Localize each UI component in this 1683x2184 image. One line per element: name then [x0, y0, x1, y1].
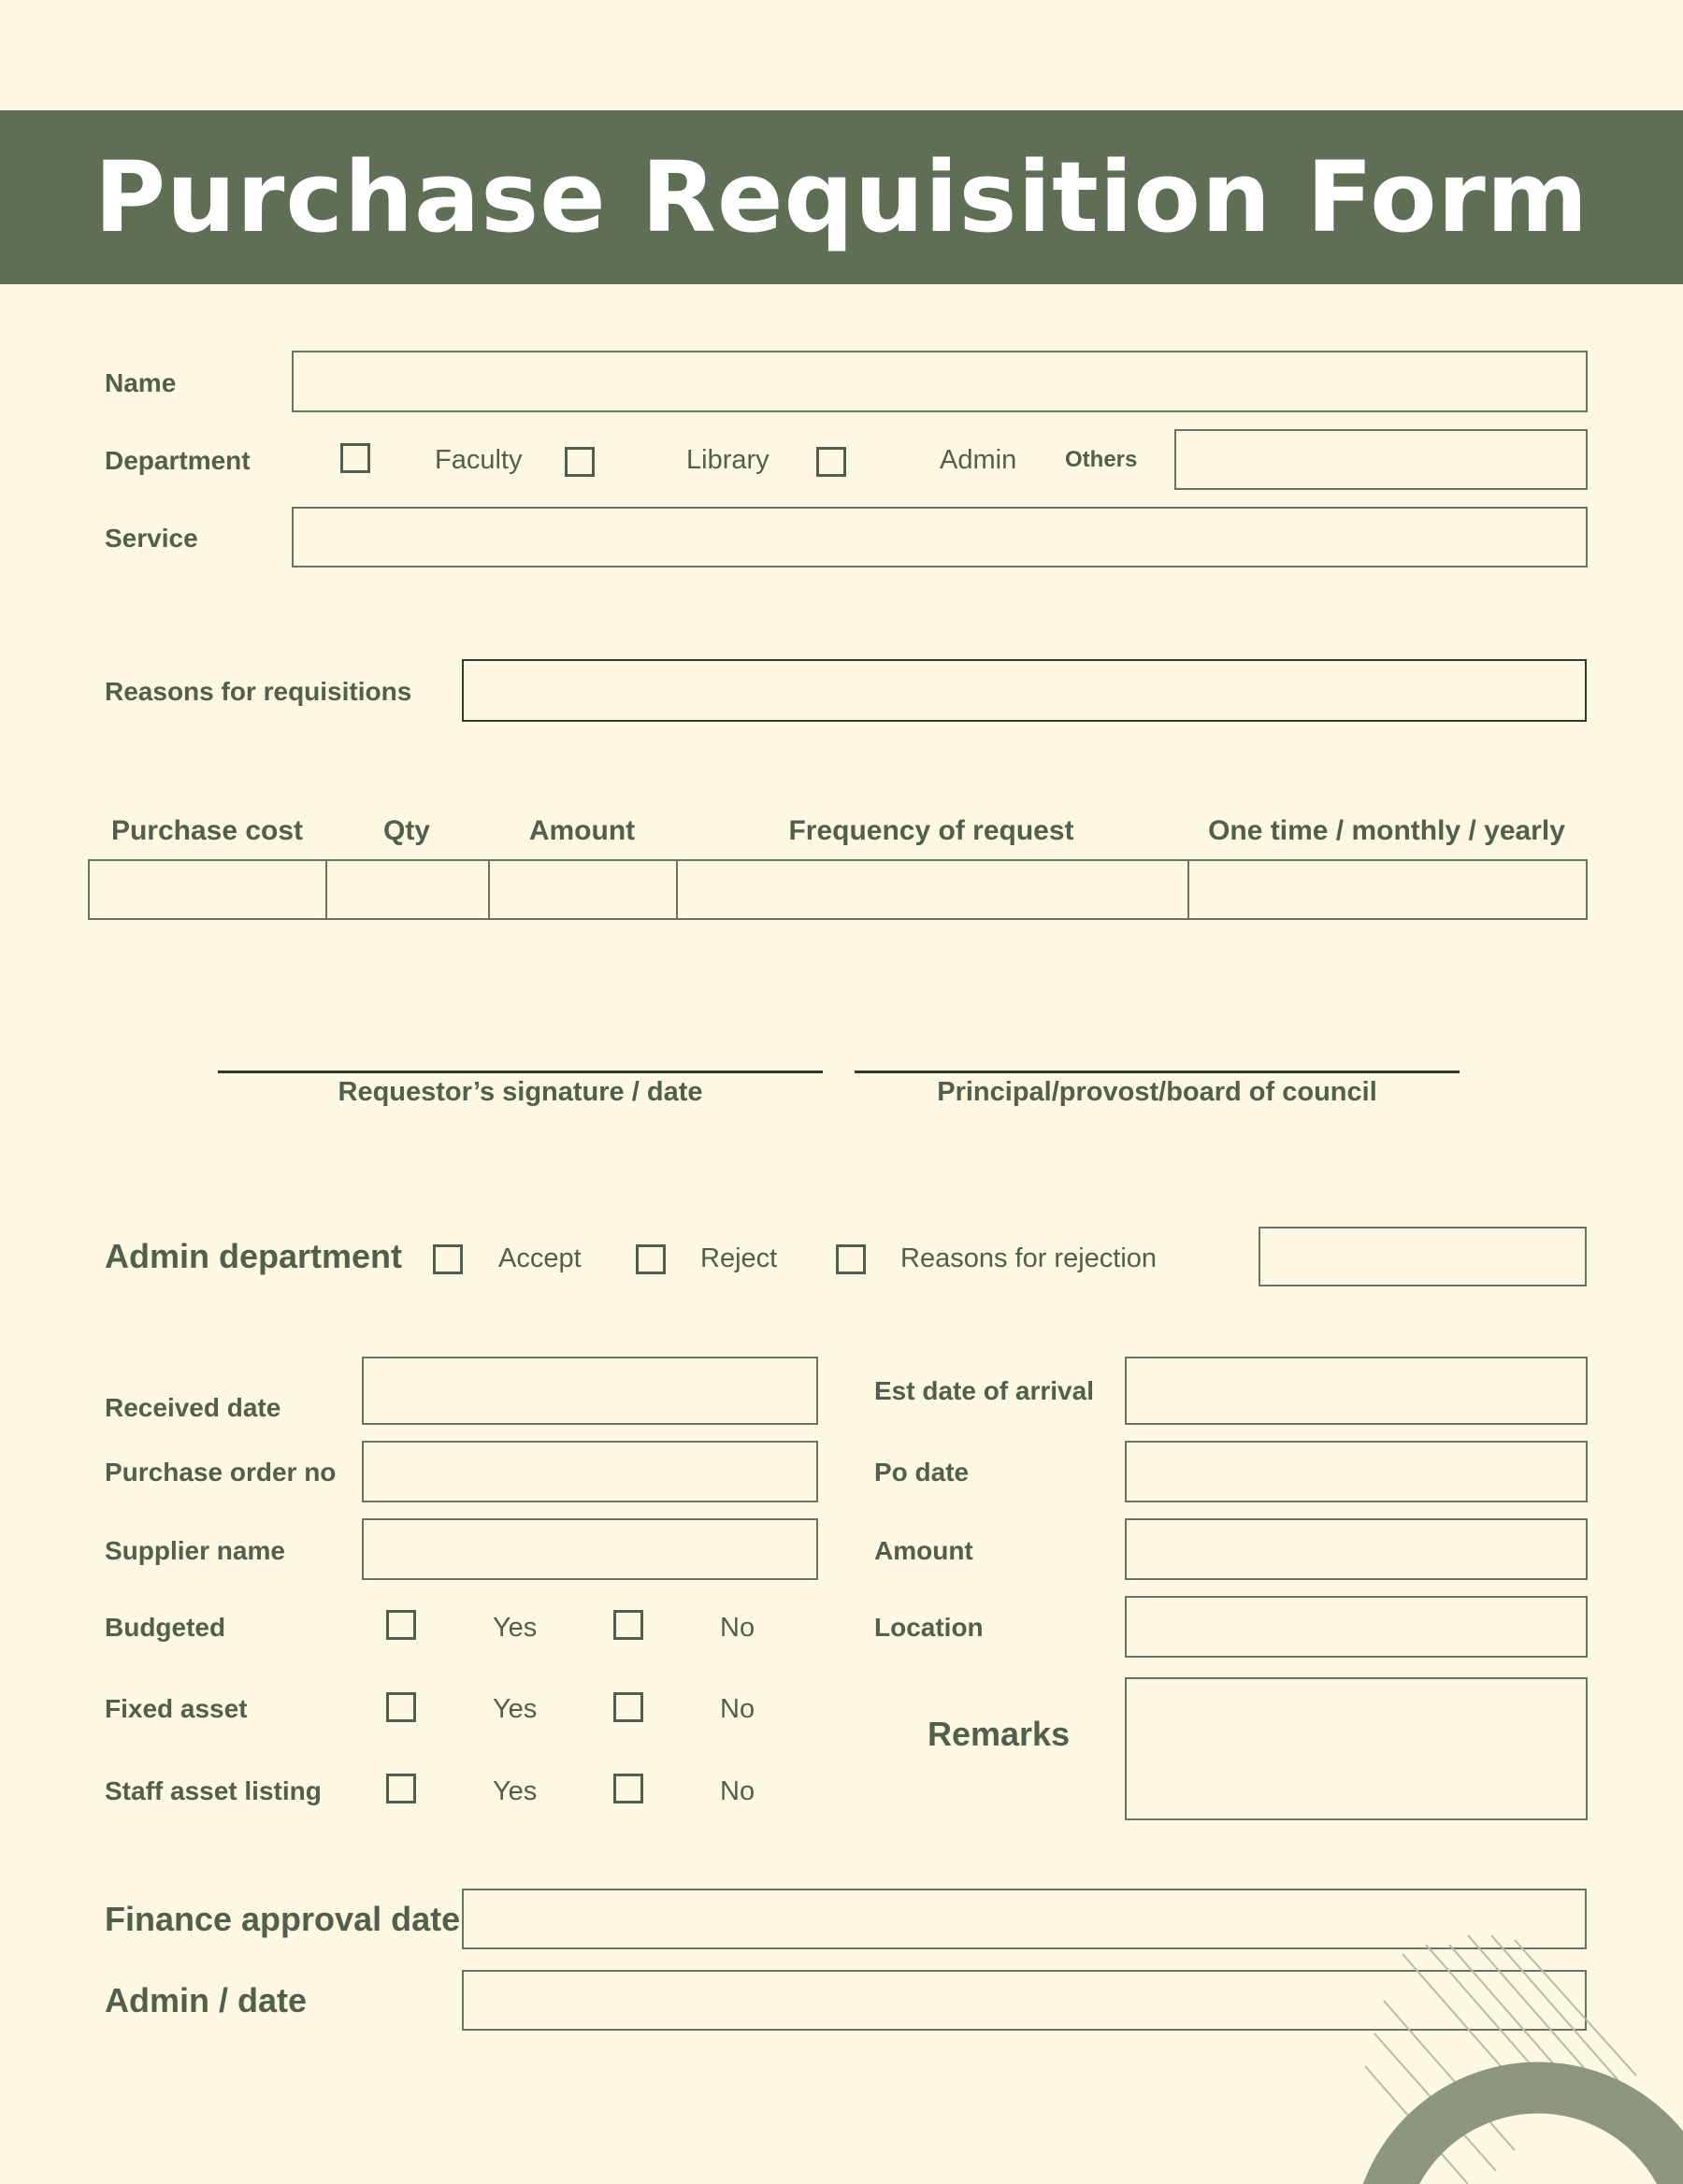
fixed-asset-yes-option: Yes: [493, 1694, 538, 1724]
principal-signature-line[interactable]: [855, 1070, 1460, 1073]
remarks-label: Remarks: [928, 1715, 1071, 1753]
remarks-field[interactable]: [1125, 1677, 1588, 1820]
po-date-label: Po date: [874, 1458, 970, 1487]
budgeted-yes-checkbox[interactable]: [386, 1610, 416, 1640]
purchase-order-no-field[interactable]: [362, 1441, 818, 1502]
department-checkbox-library[interactable]: [565, 447, 595, 477]
department-label: Department: [105, 446, 251, 475]
received-date-field[interactable]: [362, 1357, 818, 1425]
location-label: Location: [874, 1613, 984, 1642]
supplier-name-label: Supplier name: [105, 1536, 285, 1565]
th-one-time-monthly-yearly: One time / monthly / yearly: [1208, 815, 1565, 846]
reasons-for-rejection-checkbox[interactable]: [836, 1244, 866, 1274]
th-purchase-cost: Purchase cost: [110, 815, 304, 846]
reasons-field[interactable]: [462, 659, 1587, 722]
budgeted-yes-option: Yes: [493, 1613, 538, 1643]
others-field[interactable]: [1174, 429, 1588, 490]
fixed-asset-no-checkbox[interactable]: [613, 1692, 643, 1722]
amount-cell[interactable]: [490, 861, 678, 918]
budgeted-no-option: No: [720, 1613, 755, 1643]
page-title: Purchase Requisition Form: [94, 140, 1590, 254]
department-option-faculty: Faculty: [435, 445, 523, 475]
location-field[interactable]: [1125, 1596, 1588, 1658]
reject-checkbox[interactable]: [636, 1244, 666, 1274]
name-label: Name: [105, 368, 177, 397]
name-field[interactable]: [292, 351, 1588, 412]
staff-asset-yes-checkbox[interactable]: [386, 1774, 416, 1803]
admin-department-label: Admin department: [105, 1237, 403, 1275]
others-label: Others: [1065, 447, 1138, 472]
staff-asset-listing-label: Staff asset listing: [105, 1776, 322, 1805]
staff-asset-no-option: No: [720, 1776, 755, 1806]
fixed-asset-no-option: No: [720, 1694, 755, 1724]
amount-label: Amount: [874, 1536, 973, 1565]
th-qty: Qty: [382, 815, 430, 846]
budgeted-label: Budgeted: [105, 1613, 226, 1642]
cost-table-row: [88, 859, 1588, 920]
department-option-admin: Admin: [940, 445, 1017, 475]
po-date-field[interactable]: [1125, 1441, 1588, 1502]
budgeted-no-checkbox[interactable]: [613, 1610, 643, 1640]
corner-decoration: [1309, 1926, 1683, 2184]
ring-decoration: [1377, 2088, 1683, 2184]
staff-asset-no-checkbox[interactable]: [613, 1774, 643, 1803]
reasons-for-rejection-option: Reasons for rejection: [900, 1243, 1158, 1273]
supplier-name-field[interactable]: [362, 1518, 818, 1580]
th-frequency: Frequency of request: [788, 815, 1074, 846]
department-checkbox-faculty[interactable]: [340, 443, 370, 473]
received-date-label: Received date: [105, 1393, 281, 1422]
staff-asset-yes-option: Yes: [493, 1776, 538, 1806]
service-field[interactable]: [292, 507, 1588, 568]
fixed-asset-yes-checkbox[interactable]: [386, 1692, 416, 1722]
reject-option: Reject: [700, 1243, 778, 1273]
finance-approval-date-label: Finance approval date: [105, 1900, 461, 1938]
reasons-for-rejection-field[interactable]: [1259, 1227, 1587, 1286]
requestor-signature-label: Requestor’s signature / date: [338, 1077, 703, 1107]
est-date-of-arrival-field[interactable]: [1125, 1357, 1588, 1425]
requestor-signature-line[interactable]: [218, 1070, 823, 1073]
th-amount: Amount: [528, 815, 636, 846]
accept-checkbox[interactable]: [433, 1244, 463, 1274]
department-option-library: Library: [686, 445, 770, 475]
department-checkbox-admin[interactable]: [816, 447, 846, 477]
frequency-cell[interactable]: [678, 861, 1189, 918]
amount-field[interactable]: [1125, 1518, 1588, 1580]
admin-date-label: Admin / date: [105, 1981, 308, 2019]
est-date-of-arrival-label: Est date of arrival: [874, 1376, 1094, 1405]
purchase-cost-cell[interactable]: [90, 861, 327, 918]
service-label: Service: [105, 524, 198, 553]
purchase-order-no-label: Purchase order no: [105, 1458, 337, 1487]
fixed-asset-label: Fixed asset: [105, 1694, 248, 1723]
header-banner: [0, 110, 1683, 284]
qty-cell[interactable]: [327, 861, 490, 918]
period-cell[interactable]: [1189, 861, 1586, 918]
accept-option: Accept: [498, 1243, 582, 1273]
reasons-label: Reasons for requisitions: [105, 677, 412, 706]
principal-signature-label: Principal/provost/board of council: [937, 1077, 1377, 1107]
